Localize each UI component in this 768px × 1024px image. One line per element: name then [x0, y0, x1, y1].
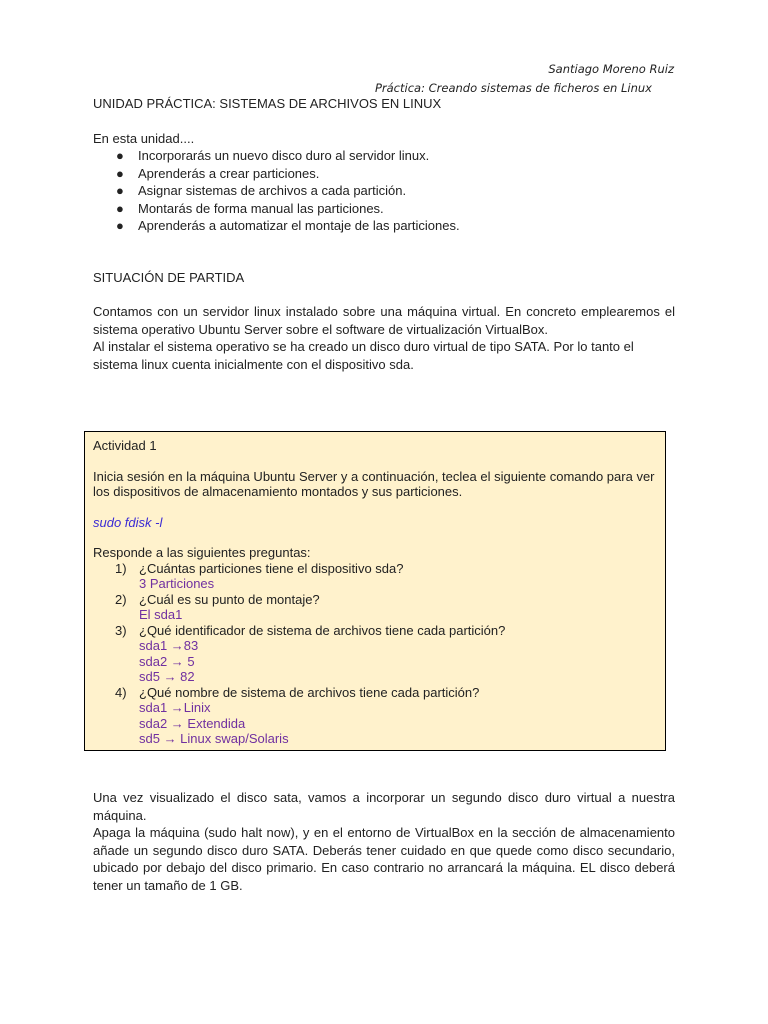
questions-list — [93, 561, 657, 747]
page-title: UNIDAD PRÁCTICA: SISTEMAS DE ARCHIVOS EN LINUX — [93, 96, 442, 111]
question-number: 1) — [115, 560, 127, 576]
list-item: ● Montarás de forma manual las particiones. — [116, 200, 384, 216]
question-text: ¿Cuál es su punto de montaje? — [139, 591, 320, 607]
main-content — [93, 95, 675, 373]
activity-instructions: Inicia sesión en la máquina Ubuntu Server y a continuación, teclea el siguiente comando para ver los dispositivos de almacenamiento montados y sus particiones. — [93, 468, 655, 499]
questions-lead: Responde a las siguientes preguntas: — [93, 545, 311, 560]
activity-box — [84, 431, 666, 751]
list-item: ● Asignar sistemas de archivos a cada partición. — [116, 183, 407, 198]
header-author: Santiago Moreno Ruiz — [548, 62, 674, 76]
bullet-icon: ● — [116, 200, 124, 216]
closing-paragraph-2: Apaga la máquina (sudo halt now), y en el entorno de VirtualBox en la sección de almacenamiento añade un segundo disco duro SATA. Deberás tener cuidado en que quede como disco secundario, ubicado por debajo del disco primario. En caso contrario no arrancará la máquina. EL disco deberá tener un tamaño de 1 GB. — [93, 825, 675, 893]
situation-paragraph-2: Al instalar el sistema operativo se ha creado un disco duro virtual de tipo SATA. Por lo tanto el sistema linux cuenta inicialmente con el dispositivo sda. — [93, 339, 634, 372]
closing-paragraph-1: Una vez visualizado el disco sata, vamos a incorporar un segundo disco duro virtual a nuestra máquina. — [93, 790, 675, 823]
bullet-icon: ● — [116, 148, 124, 163]
answer-text: El sda1 — [139, 607, 183, 622]
answer-text: sda1 →83 — [139, 638, 199, 653]
list-item: ● Aprenderás a automatizar el montaje de las particiones. — [116, 218, 460, 233]
intro-bullet-list — [93, 147, 675, 235]
answer-text: sda2 → Extendida — [139, 715, 246, 731]
answer-text: sd5 → Linux swap/Solaris — [139, 731, 289, 746]
question-text: ¿Qué nombre de sistema de archivos tiene cada partición? — [139, 684, 480, 700]
bullet-icon: ● — [116, 165, 124, 181]
section-heading-situation: SITUACIÓN DE PARTIDA — [93, 269, 245, 285]
answer-text: 3 Particiones — [139, 576, 215, 591]
question-item — [93, 561, 657, 592]
list-item: ● Incorporarás un nuevo disco duro al servidor linux. — [116, 148, 430, 163]
question-number: 2) — [115, 591, 127, 607]
question-text: ¿Qué identificador de sistema de archivos tiene cada partición? — [139, 622, 506, 638]
bullet-icon: ● — [116, 183, 124, 198]
header-subtitle: Práctica: Creando sistemas de ficheros en Linux — [374, 81, 652, 95]
answer-text: sd5 → 82 — [139, 669, 195, 684]
closing-section — [93, 789, 675, 894]
question-item — [93, 592, 657, 623]
question-number: 4) — [115, 684, 127, 700]
question-text: ¿Cuántas particiones tiene el dispositivo sda? — [139, 560, 404, 576]
intro-lead: En esta unidad.... — [93, 130, 195, 146]
activity-title: Actividad 1 — [93, 438, 157, 453]
question-number: 3) — [115, 622, 127, 638]
bullet-icon: ● — [116, 218, 124, 233]
answer-text: sda1 →Linix — [139, 700, 211, 715]
list-item: ● Aprenderás a crear particiones. — [116, 165, 320, 181]
answer-text: sda2 → 5 — [139, 653, 195, 669]
question-item — [93, 685, 657, 747]
situation-paragraph-1: Contamos con un servidor linux instalado sobre una máquina virtual. En concreto emplearemos el sistema operativo Ubuntu Server sobre el software de virtualización VirtualBox. — [93, 304, 675, 337]
question-item — [93, 623, 657, 685]
command-text: sudo fdisk -l — [93, 514, 163, 530]
